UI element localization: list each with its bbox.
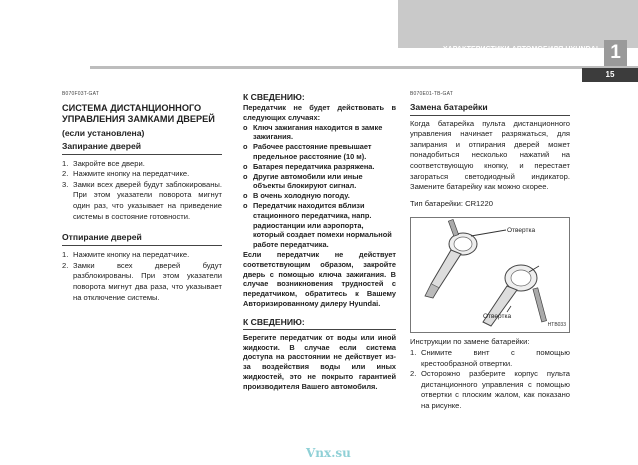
notice-text: Берегите передатчик от воды или иной жидкости. В случае если система доступа на расстоянии не действует из-за воздействия воды или иных жидкостей, это не покрыто гарантией производителя Вашего автомобиля. xyxy=(243,332,396,391)
list-item: 2. Замки всех дверей будут разблокированы. При этом указатели поворота мигнут два раза, что указывает на отключение системы. xyxy=(62,260,222,302)
list-item: 1. Нажмите кнопку на передатчике. xyxy=(62,250,190,260)
notice-title: К СВЕДЕНИЮ: xyxy=(243,92,305,102)
list-item: 2. Нажмите кнопку на передатчике. xyxy=(62,169,190,179)
unlock-steps-list xyxy=(62,250,222,303)
list-item: 3. Замки всех дверей будут заблокированы. При этом указатели поворота мигнут один раз, что указывает на приведение системы в состояние готовности. xyxy=(62,179,222,221)
notice-bullets xyxy=(243,123,396,250)
lock-heading: Запирание дверей xyxy=(62,140,142,151)
column-remote-lock xyxy=(62,86,222,303)
list-item: 1. Закройте все двери. xyxy=(62,158,145,168)
battery-figure xyxy=(410,217,570,333)
list-item: 1. Снимите винт с помощью крестообразной отвертки. xyxy=(410,347,570,368)
list-item: o Передатчик находится вблизи стационного передатчика, напр. радиостанции или аэропорта, который создает помехи нормальной работе передатчика. xyxy=(243,200,392,250)
page-header xyxy=(0,0,638,82)
notice-footer: Если передатчик не действует соответствующим образом, закройте дверь с помощью ключа зажигания. В случае возникновения трудностей с передатчиком, обратитесь к Вашему Авторизированному дилеру Hyundai. xyxy=(243,249,396,308)
remote-key-top xyxy=(425,230,506,298)
chapter-number: 1 xyxy=(604,40,627,66)
list-item: o В очень холодную погоду. xyxy=(243,191,350,201)
screwdriver-top xyxy=(448,220,458,237)
divider xyxy=(243,329,396,330)
replace-steps-list xyxy=(410,348,570,412)
notice-intro: Передатчик не будет действовать в следующих случаях: xyxy=(243,103,396,122)
lock-steps-list xyxy=(62,159,222,223)
section-subtitle: (если установлена) xyxy=(62,127,145,138)
list-item: 2. Осторожно разберите корпус пульта дистанционного управления с помощью отвертки с плоским жалом, как показано на рисунке. xyxy=(410,369,570,410)
divider xyxy=(410,115,570,116)
instructions-title: Инструкции по замене батарейки: xyxy=(410,337,530,347)
watermark: Vnx.su xyxy=(306,446,351,460)
figure-label: Отвертка xyxy=(507,227,536,235)
notice-title: К СВЕДЕНИЮ: xyxy=(243,316,305,327)
divider xyxy=(62,154,222,155)
section-title: СИСТЕМА ДИСТАНЦИОННОГО УПРАВЛЕНИЯ ЗАМКАМИ ДВЕРЕЙ xyxy=(62,102,215,125)
intro-paragraph: Когда батарейка пульта дистанционного управления начинает разряжаться, для запирания и отпирания дверей может понадобиться несколько нажатий на соответствующую кнопку, и перестает загораться светодиодный индикатор. Замените батарейку как можно скорее. xyxy=(410,118,570,192)
list-item: o Батарея передатчика разряжена. xyxy=(243,161,375,171)
column-battery xyxy=(410,86,570,412)
unlock-heading: Отпирание дверей xyxy=(62,232,142,243)
section-code: B070E01-TB-GAT xyxy=(410,91,454,97)
header-band xyxy=(398,0,638,48)
list-item: o Ключ зажигания находится в замке зажигания. xyxy=(243,122,383,142)
header-rule xyxy=(90,66,638,69)
list-item: o Другие автомобили или иные объекты блокируют сигнал. xyxy=(243,171,363,191)
figure-label: Отвертка xyxy=(483,313,512,321)
header-title: ХАРАКТЕРИСТИКИ АВТОМОБИЛЯ HYUNDAI xyxy=(442,46,598,53)
column-notices xyxy=(243,86,396,392)
section-title: Замена батарейки xyxy=(410,101,488,112)
figure-code: HTB033 xyxy=(547,321,566,328)
battery-type: Тип батарейки: CR1220 xyxy=(410,198,493,208)
section-code: B070F03T-GAT xyxy=(62,91,100,97)
divider xyxy=(62,245,222,246)
list-item: o Рабочее расстояние превышает предельное расстояние (10 м). xyxy=(243,142,372,161)
page-number: 15 xyxy=(582,68,638,82)
